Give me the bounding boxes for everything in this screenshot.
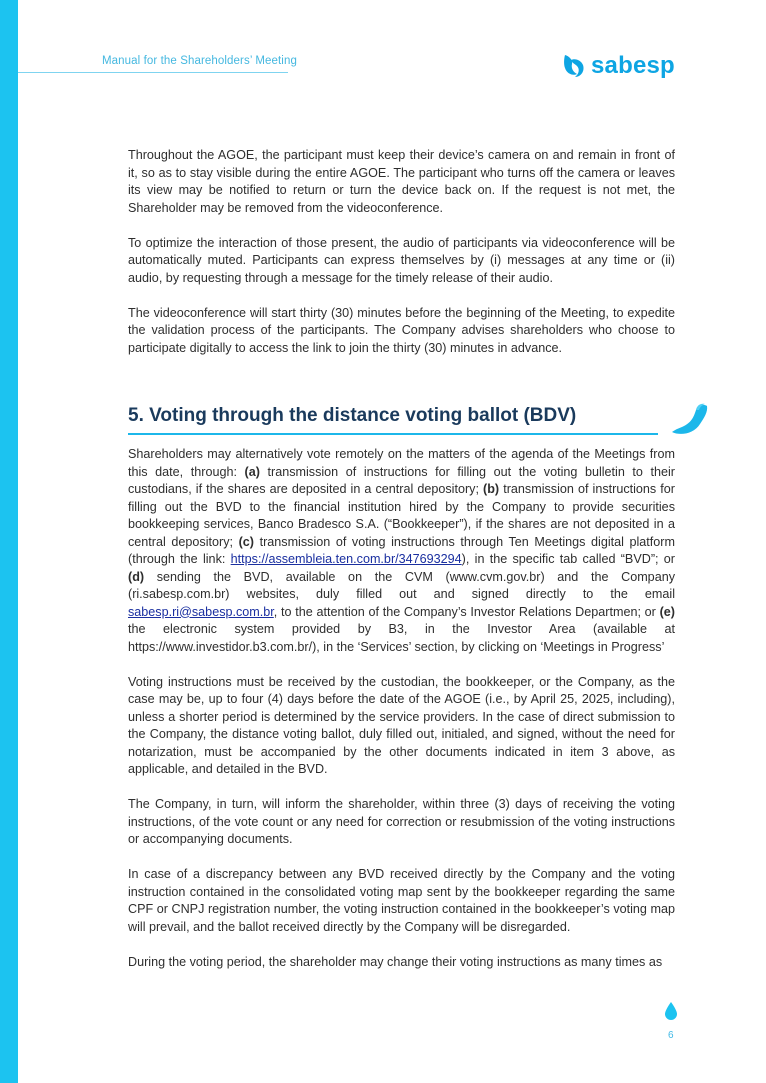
water-drop-icon <box>665 1002 677 1020</box>
paragraph <box>128 446 675 656</box>
sabesp-logo <box>559 50 675 82</box>
section-heading: 5. Voting through the distance voting ballot (BDV) <box>128 405 577 426</box>
section-text <box>128 446 675 989</box>
paragraph: To optimize the interaction of those present, the audio of participants via videoconference will be automatically muted. Participants can express themselves by (i) messages at any time or (ii) audio, by requesting through a message for the timely release of their audio. <box>128 235 675 285</box>
paragraph: During the voting period, the shareholder may change their voting instructions as many times as <box>128 954 663 969</box>
text-run: , to the attention of the Company’s Investor Relations Departmen; or <box>273 604 660 619</box>
paragraph: In case of a discrepancy between any BVD received directly by the Company and the voting instruction contained in the consolidated voting map sent by the bookkeeper regarding the same CPF or CNPJ registration number, the voting instruction contained in the bookkeeper’s voting map will prevail, and the ballot received directly by the Company will be disregarded. <box>128 867 675 934</box>
section-divider <box>128 433 658 435</box>
paragraph: The Company, in turn, will inform the shareholder, within three (3) days of receiving the voting instructions, of the vote count or any need for correction or resubmission of the voting instructions or accompanying documents. <box>128 797 675 846</box>
text-run: transmission of instructions for filling out the voting bulletin to their custodians, if the shares are deposited in a central depository; <box>128 464 675 496</box>
text-run: transmission of voting instructions through Ten Meetings digital platform (through the link: <box>128 534 675 566</box>
item-marker: (c) <box>238 534 254 549</box>
paragraph: Voting instructions must be received by the custodian, the bookkeeper, or the Company, as the case may be, up to four (4) days before the date of the AGOE (i.e., by April 25, 2025, including), unless a shorter period is determined by the service providers. In the case of direct submission to the Company, the distance voting ballot, duly filled out, initialed, and signed, without the need for notarization, must be accompanied by the other documents indicated in item 3 above, as applicable, and detailed in the BVD. <box>128 674 675 776</box>
header-divider <box>18 72 288 73</box>
text-run: Shareholders may alternatively vote remotely on the matters of the agenda of the Meetings from this date, through: <box>128 447 675 479</box>
sabesp-logo-icon <box>559 52 587 80</box>
text-run: transmission of instructions for filling out the BVD to the financial institution hired by the Company to provide securities bookkeeping services, Banco Bradesco S.A. (“Bookkeeper”), if the shares are not deposited in a central depository; <box>128 482 675 549</box>
document-title: Manual for the Shareholders’ Meeting <box>102 55 297 67</box>
logo-wordmark: sabesp <box>591 52 675 79</box>
page-number: 6 <box>668 1030 674 1041</box>
paragraph: The videoconference will start thirty (30) minutes before the beginning of the Meeting, to expedite the validation process of the participants. The Company advises shareholders who choose to participate digitally to access the link to join the thirty (30) minutes in advance. <box>128 305 675 355</box>
intro-text <box>128 147 675 375</box>
ten-meetings-link[interactable]: https://assembleia.ten.com.br/347693294 <box>230 552 462 566</box>
text-run: the electronic system provided by B3, in the Investor Area (available at https://www.investidor.b3.com.br/), in the ‘Services’ section, by clicking on ‘Meetings in Progress’ <box>128 622 675 654</box>
text-run: ), in the specific tab called “BVD”; or <box>461 552 675 566</box>
text-run: sending the BVD, available on the CVM (www.cvm.gov.br) and the Company (ri.sabesp.com.br) websites, duly filled out and signed directly to the email <box>128 569 675 601</box>
paragraph: Throughout the AGOE, the participant must keep their device’s camera on and remain in front of it, so as to stay visible during the entire AGOE. The participant who turns off the camera or leaves its view may be notified to return or turn the device back on. If the request is not met, the Shareholder may be removed from the videoconference. <box>128 148 675 215</box>
bird-wave-icon <box>670 402 710 438</box>
item-marker: (d) <box>128 569 145 584</box>
item-marker: (e) <box>659 604 675 619</box>
item-marker: (a) <box>244 464 260 479</box>
side-accent-bar <box>0 0 18 1083</box>
item-marker: (b) <box>483 482 500 496</box>
investor-relations-email-link[interactable]: sabesp.ri@sabesp.com.br <box>128 604 274 619</box>
